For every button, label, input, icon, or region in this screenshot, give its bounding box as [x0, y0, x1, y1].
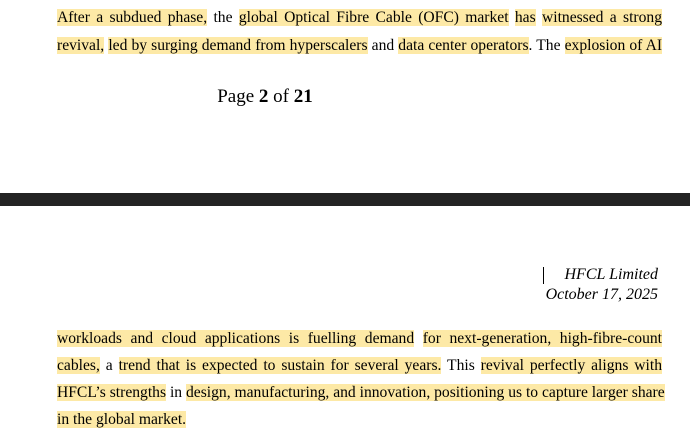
page-break-divider [0, 193, 690, 206]
text-run: . The [528, 37, 565, 54]
total-page-count: 21 [293, 86, 313, 107]
highlighted-text: revival, [57, 37, 105, 54]
highlighted-text: global Optical Fibre Cable (OFC) market [238, 9, 509, 26]
page-label: Page [217, 86, 259, 107]
text-run: This [441, 357, 481, 374]
text-run: a [99, 357, 119, 374]
highlighted-text: HFCL’s strengths [57, 384, 167, 401]
highlighted-text: . [182, 411, 187, 428]
paragraph-line [57, 37, 662, 55]
page-of-label: of [268, 86, 294, 107]
highlighted-text: revival perfectly aligns with [480, 357, 662, 374]
text-cursor [543, 267, 544, 284]
highlighted-text: cables, [57, 357, 100, 374]
header-date: October 17, 2025 [545, 286, 658, 303]
current-page-number: 2 [258, 86, 269, 107]
page-header [546, 265, 658, 305]
paragraph-line [57, 9, 662, 27]
text-run: in [166, 384, 186, 401]
paragraph-line [57, 330, 662, 348]
highlighted-text: trend that is expected to sustain for several years. [118, 357, 442, 374]
highlighted-text: for next-generation, high-fibre-count [422, 330, 662, 347]
highlighted-text: has [514, 9, 536, 26]
highlighted-text: witnessed a strong [541, 9, 662, 26]
highlighted-text: led by surging demand from hyperscalers [108, 37, 368, 54]
highlighted-text: design, manufacturing, and innovation, positioning us to capture larger share [185, 384, 665, 401]
paragraph-line [57, 411, 662, 429]
highlighted-text: explosion of AI [564, 37, 663, 54]
company-name: HFCL Limited [564, 266, 658, 283]
text-run [509, 9, 515, 26]
text-run: and [367, 37, 399, 54]
page-number-footer [0, 86, 530, 108]
highlighted-text: in the global market [57, 411, 183, 428]
paragraph-line [57, 357, 662, 375]
text-run: the [207, 9, 239, 26]
highlighted-text: data center operators [398, 37, 529, 54]
highlighted-text: workloads and cloud applications is fuelling demand [57, 330, 415, 347]
paragraph-line [57, 384, 665, 402]
text-run [414, 330, 423, 347]
highlighted-text: After a subdued phase, [57, 9, 208, 26]
